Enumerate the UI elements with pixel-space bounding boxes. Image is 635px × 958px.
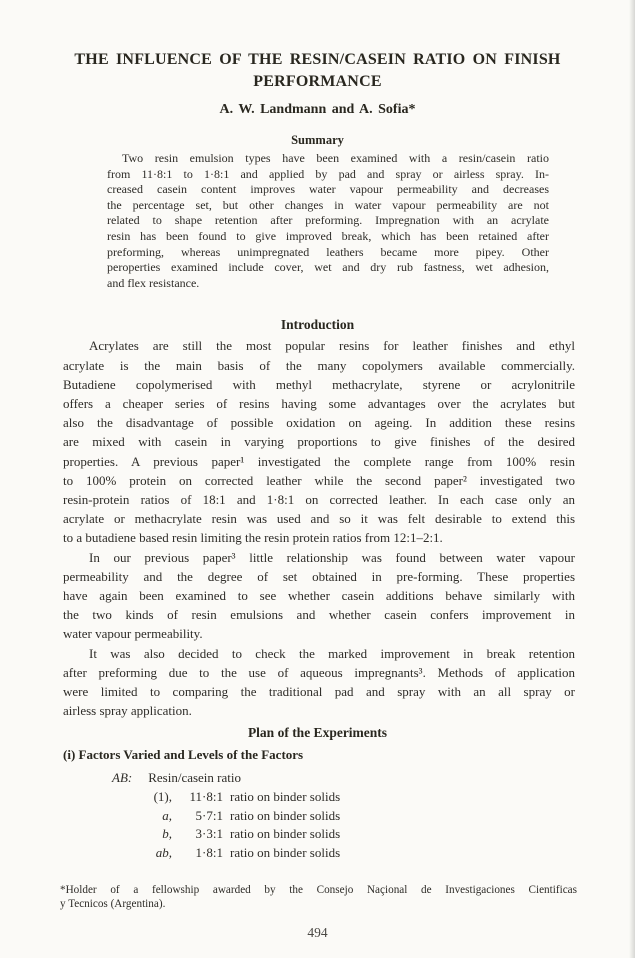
level-ratio: 5·7:1 [195,807,223,823]
text-line: In our previous paper³ little relationship was found between water vapour [89,549,575,565]
text-line: acrylate is the main basis of the many copolymers available commercially. [63,357,575,373]
level-ratio: 1·8:1 [195,844,223,860]
factor-levels-list [110,788,635,862]
text-line: to 100% protein on corrected leather while the second paper² investigated two [63,472,575,488]
text-line: also the disadvantage of possible oxidation on ageing. In addition these resins [63,415,575,431]
text-line: permeability and the degree of set obtained in pre-forming. These properties [63,568,575,584]
text-line: the two kinds of resin emulsions and whether casein confers improvement in [63,607,575,623]
summary-text [107,151,549,291]
text-line: Butadiene copolymerised with methyl methacrylate, styrene or acrylonitrile [63,376,575,392]
page-number: 494 [307,925,328,940]
text-line: creased casein content improves water vapour permeability and decreases [107,182,549,197]
level-description: ratio on binder solids [230,807,341,823]
text-line: Acrylates are still the most popular resins for leather finishes and ethyl [89,338,575,354]
text-line: to a butadiene based resin limiting the resin protein ratios from 12:1–2:1. [63,530,443,546]
text-line: were limited to comparing the traditional pad and spray with an all spray or [63,684,575,699]
text-line: after preforming due to the use of aqueous impregnants³. Methods of application [63,664,575,680]
introduction-paragraph-1 [63,336,575,547]
text-line: properties. A previous paper¹ investigated the complete range from 100% resin [63,453,575,469]
text-line: the percentage set, but other changes in water vapour permeability are not [107,197,549,212]
level-ratio: 3·3:1 [195,826,223,842]
text-line: resin-protein ratios of 18:1 and 1·8:1 on corrected leather. In each case only an [63,491,575,507]
introduction-heading: Introduction [280,317,355,333]
footnote-line-1: *Holder of a fellowship awarded by the Consejo Naçional de Investigaciones Cientificas [60,884,577,896]
factor-level-row [110,844,635,862]
plan-subheading: (i) Factors Varied and Levels of the Factors [63,747,304,763]
footnote-line-2: y Tecnicos (Argentina). [60,897,166,910]
text-line: It was also decided to check the marked improvement in break retention [89,645,575,661]
plan-heading: Plan of the Experiments [247,725,388,741]
level-code: b, [162,826,172,842]
introduction-paragraph-2 [63,548,575,644]
introduction-paragraph-3 [63,644,575,721]
text-line: resin has been found to give improved break, which has been retained after [107,228,549,243]
level-code: ab, [155,844,172,860]
text-line: water vapour permeability. [63,626,203,642]
summary-heading: Summary [291,133,344,147]
text-line: related to shape retention after preforming. Impregnation with an acrylate [107,213,549,228]
text-line: from 11·8:1 to 1·8:1 and applied by pad and spray or airless spray. In- [107,166,549,181]
level-code: (1), [153,789,172,805]
text-line: peroperties examined include cover, wet and dry rub fastness, wet adhesion, [107,260,549,275]
factor-title: Resin/casein ratio [148,770,241,786]
authors-line: A. W. Landmann and A. Sofia* [219,102,416,117]
text-line: offers a cheaper series of resins having some advantages over the acrylates but [63,395,575,411]
text-line: airless spray application. [63,703,192,719]
paper-title-line1: THE INFLUENCE OF THE RESIN/CASEIN RATIO ON FINISH [74,51,561,68]
text-line: preforming, whereas unimpregnated leathers became more pipey. Other [107,244,549,259]
text-line: are mixed with casein in varying proportions to give finishes of the desired [63,434,575,450]
factor-line [112,769,635,786]
factor-label: AB: [112,770,133,786]
footnote [60,884,577,912]
text-line: and flex resistance. [107,275,200,290]
factor-level-row [110,807,635,825]
level-ratio: 11·8:1 [189,789,223,805]
text-line: Two resin emulsion types have been examined with a resin/casein ratio [122,151,549,165]
text-line: have again been examined to see whether casein additions behave similarly with [63,587,575,603]
level-description: ratio on binder solids [230,844,341,860]
level-description: ratio on binder solids [230,789,341,805]
paper-title-line2: PERFORMANCE [253,73,382,90]
paper-title [0,0,635,93]
factor-level-row [110,825,635,843]
level-code: a, [162,807,172,823]
text-line: acrylate or methacrylate resin was used and so it was felt desirable to extend this [63,511,575,527]
level-description: ratio on binder solids [230,826,341,842]
factor-level-row [110,788,635,806]
